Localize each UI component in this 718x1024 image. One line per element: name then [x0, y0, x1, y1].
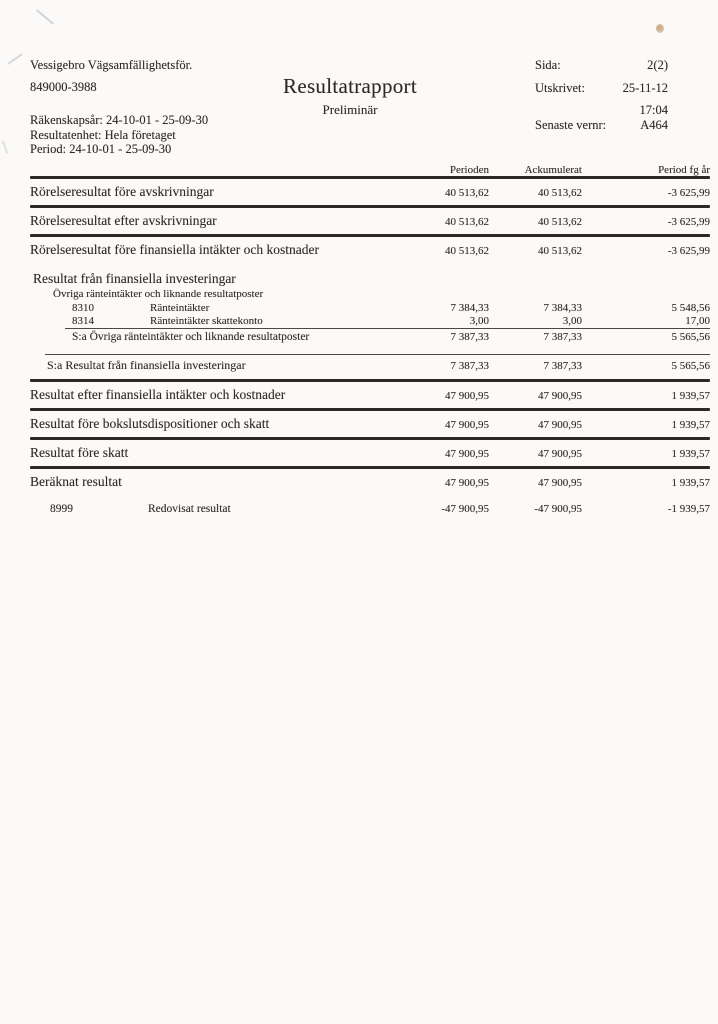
page-label: Sida: — [535, 58, 561, 72]
row-label: Rörelseresultat före avskrivningar — [30, 184, 214, 199]
result-unit: Resultatenhet: Hela företaget — [30, 127, 176, 142]
printed-time: 17:04 — [639, 103, 668, 117]
row-value: 47 900,95 — [445, 448, 489, 460]
column-header-ackumulerat: Ackumulerat — [524, 164, 582, 176]
table-row — [30, 179, 710, 205]
row-value: 40 513,62 — [538, 245, 582, 257]
account-row — [30, 503, 710, 518]
account-number: 8314 — [72, 315, 94, 327]
row-label: Resultat före skatt — [30, 445, 129, 460]
row-value: 7 387,33 — [543, 331, 582, 343]
subtotal-row — [30, 355, 710, 371]
company-name: Vessigebro Vägsamfällighetsför. — [30, 58, 193, 72]
section-heading: Resultat från finansiella investeringar — [33, 271, 236, 286]
account-number: 8999 — [50, 503, 73, 515]
row-value: -47 900,95 — [534, 503, 582, 515]
table-row — [30, 208, 710, 234]
row-value: 3,00 — [562, 315, 582, 327]
print-meta-block — [535, 58, 668, 133]
row-value: 47 900,95 — [538, 390, 582, 402]
row-label: Resultat före bokslutsdispositioner och skatt — [30, 416, 270, 431]
row-value: -3 625,99 — [667, 187, 710, 199]
row-value: 47 900,95 — [445, 390, 489, 402]
row-value: 5 565,56 — [671, 331, 710, 343]
row-value: 40 513,62 — [445, 216, 489, 228]
table-row — [30, 440, 710, 466]
row-value: 47 900,95 — [538, 419, 582, 431]
scan-dot-artifact — [656, 24, 664, 33]
row-value: 1 939,57 — [671, 390, 710, 402]
row-value: -47 900,95 — [441, 503, 489, 515]
pencil-mark — [36, 9, 54, 25]
row-value: -3 625,99 — [667, 216, 710, 228]
table-row — [30, 469, 710, 495]
row-value: 5 548,56 — [671, 302, 710, 314]
row-label: Resultat efter finansiella intäkter och kostnader — [30, 387, 286, 402]
column-header-period-fg-ar: Period fg år — [658, 164, 710, 176]
page-number: 2(2) — [647, 58, 668, 72]
row-value: -1 939,57 — [667, 503, 710, 515]
column-header-row — [30, 161, 710, 176]
pencil-mark — [2, 140, 9, 154]
report-period: Period: 24-10-01 - 25-09-30 — [30, 142, 172, 156]
row-label: S:a Övriga ränteintäkter och liknande resultatposter — [72, 331, 310, 343]
row-value: 7 387,33 — [450, 360, 489, 372]
row-value: 7 387,33 — [543, 360, 582, 372]
row-label: S:a Resultat från finansiella investeringar — [47, 358, 246, 372]
row-value: 7 384,33 — [450, 302, 489, 314]
row-value: 40 513,62 — [445, 187, 489, 199]
account-number: 8310 — [72, 302, 94, 314]
row-value: 7 387,33 — [450, 331, 489, 343]
row-value: 47 900,95 — [445, 477, 489, 489]
table-row — [30, 382, 710, 408]
account-row — [30, 302, 710, 315]
title-block — [245, 74, 455, 118]
printed-label: Utskrivet: — [535, 81, 585, 95]
org-number: 849000-3988 — [30, 80, 97, 94]
row-label: Rörelseresultat efter avskrivningar — [30, 213, 217, 228]
account-name: Ränteintäkter — [150, 302, 210, 314]
pencil-mark — [7, 53, 23, 65]
row-value: 47 900,95 — [538, 448, 582, 460]
table-row — [30, 237, 710, 263]
fiscal-year: Räkenskapsår: 24-10-01 - 25-09-30 — [30, 113, 209, 127]
group-heading: Övriga ränteintäkter och liknande resultatposter — [53, 288, 264, 300]
row-value: 47 900,95 — [538, 477, 582, 489]
row-value: 7 384,33 — [543, 302, 582, 314]
account-row — [30, 315, 710, 328]
subtotal-row — [30, 329, 710, 344]
row-value: 40 513,62 — [538, 216, 582, 228]
report-subtitle: Preliminär — [322, 102, 378, 117]
row-value: 3,00 — [469, 315, 489, 327]
row-label: Beräknat resultat — [30, 474, 122, 489]
last-vernr-label: Senaste vernr: — [535, 118, 607, 132]
result-table — [30, 161, 710, 518]
row-value: 47 900,95 — [445, 419, 489, 431]
column-header-perioden: Perioden — [449, 164, 489, 176]
row-value: 40 513,62 — [538, 187, 582, 199]
row-value: 5 565,56 — [671, 360, 710, 372]
row-value: 1 939,57 — [671, 448, 710, 460]
report-info-block — [30, 113, 208, 157]
account-name: Ränteintäkter skattekonto — [150, 315, 263, 327]
row-label: Rörelseresultat före finansiella intäkter och kostnader — [30, 242, 320, 257]
last-vernr-value: A464 — [640, 118, 668, 132]
row-value: 17,00 — [685, 315, 710, 327]
row-value: 40 513,62 — [445, 245, 489, 257]
table-row — [30, 411, 710, 437]
account-name: Redovisat resultat — [148, 503, 231, 515]
printed-date: 25-11-12 — [622, 81, 668, 95]
row-value: 1 939,57 — [671, 419, 710, 431]
row-value: -3 625,99 — [667, 245, 710, 257]
row-value: 1 939,57 — [671, 477, 710, 489]
report-title: Resultatrapport — [283, 74, 417, 98]
